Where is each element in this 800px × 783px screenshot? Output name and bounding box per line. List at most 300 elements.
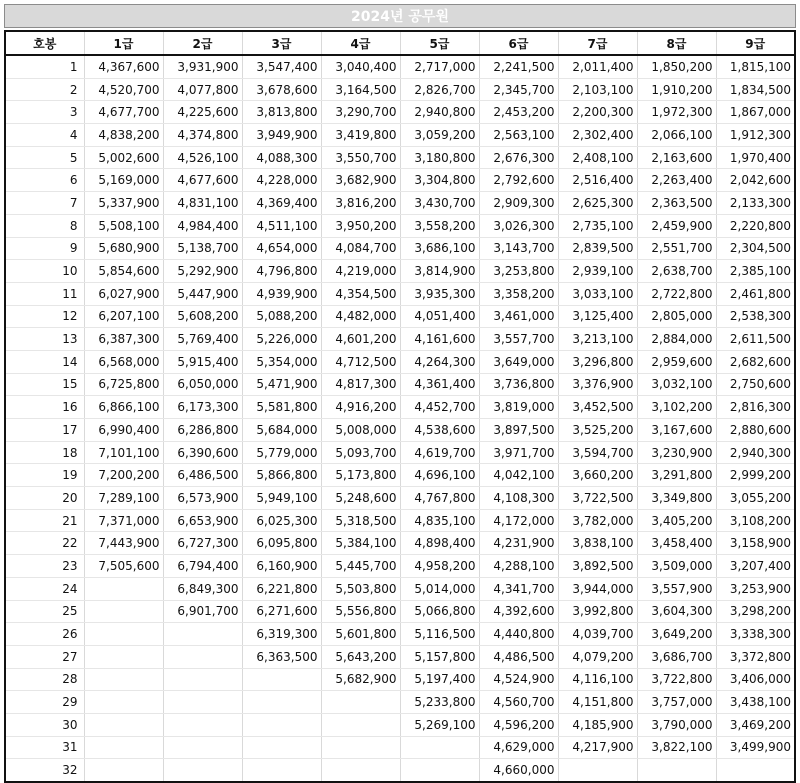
salary-cell <box>84 668 163 691</box>
salary-cell: 3,405,200 <box>637 509 716 532</box>
table-row <box>5 282 795 305</box>
salary-cell: 5,866,800 <box>242 464 321 487</box>
step-cell: 5 <box>5 146 84 169</box>
table-row <box>5 169 795 192</box>
salary-cell: 4,560,700 <box>479 691 558 714</box>
salary-cell: 3,550,700 <box>321 146 400 169</box>
salary-cell: 3,298,200 <box>716 600 795 623</box>
salary-cell: 4,654,000 <box>242 237 321 260</box>
salary-cell: 6,221,800 <box>242 577 321 600</box>
salary-cell: 5,556,800 <box>321 600 400 623</box>
salary-cell: 5,269,100 <box>400 713 479 736</box>
table-row <box>5 668 795 691</box>
salary-cell: 4,354,500 <box>321 282 400 305</box>
salary-cell: 4,361,400 <box>400 373 479 396</box>
salary-cell: 3,558,200 <box>400 214 479 237</box>
salary-cell: 5,445,700 <box>321 555 400 578</box>
salary-cell: 4,898,400 <box>400 532 479 555</box>
salary-cell: 2,722,800 <box>637 282 716 305</box>
salary-cell: 4,225,600 <box>163 101 242 124</box>
column-header-grade: 7급 <box>558 31 637 55</box>
salary-cell: 5,682,900 <box>321 668 400 691</box>
salary-cell: 3,944,000 <box>558 577 637 600</box>
step-cell: 26 <box>5 623 84 646</box>
salary-cell: 3,757,000 <box>637 691 716 714</box>
salary-cell: 3,678,600 <box>242 78 321 101</box>
salary-cell: 4,084,700 <box>321 237 400 260</box>
table-row <box>5 464 795 487</box>
salary-cell: 4,696,100 <box>400 464 479 487</box>
step-cell: 11 <box>5 282 84 305</box>
salary-cell: 4,538,600 <box>400 419 479 442</box>
column-header-grade: 5급 <box>400 31 479 55</box>
salary-cell: 4,440,800 <box>479 623 558 646</box>
salary-cell: 2,011,400 <box>558 55 637 78</box>
salary-cell: 5,581,800 <box>242 396 321 419</box>
salary-cell: 3,822,100 <box>637 736 716 759</box>
salary-cell <box>242 691 321 714</box>
salary-cell: 1,912,300 <box>716 124 795 147</box>
salary-cell: 3,892,500 <box>558 555 637 578</box>
step-cell: 7 <box>5 192 84 215</box>
salary-cell: 4,077,800 <box>163 78 242 101</box>
salary-cell: 3,338,300 <box>716 623 795 646</box>
salary-cell: 6,486,500 <box>163 464 242 487</box>
salary-cell: 3,557,900 <box>637 577 716 600</box>
salary-cell: 2,909,300 <box>479 192 558 215</box>
salary-cell: 1,867,000 <box>716 101 795 124</box>
table-row <box>5 350 795 373</box>
salary-cell: 3,213,100 <box>558 328 637 351</box>
salary-cell: 4,958,200 <box>400 555 479 578</box>
salary-cell: 4,677,700 <box>84 101 163 124</box>
table-row <box>5 532 795 555</box>
salary-cell: 6,866,100 <box>84 396 163 419</box>
salary-cell: 1,972,300 <box>637 101 716 124</box>
salary-cell: 5,684,000 <box>242 419 321 442</box>
column-header-grade: 6급 <box>479 31 558 55</box>
salary-cell: 5,093,700 <box>321 441 400 464</box>
salary-cell: 2,163,600 <box>637 146 716 169</box>
salary-cell: 2,133,300 <box>716 192 795 215</box>
salary-cell: 5,173,800 <box>321 464 400 487</box>
salary-cell: 5,138,700 <box>163 237 242 260</box>
salary-cell: 4,796,800 <box>242 260 321 283</box>
salary-cell: 6,727,300 <box>163 532 242 555</box>
salary-cell: 2,263,400 <box>637 169 716 192</box>
salary-cell: 5,769,400 <box>163 328 242 351</box>
step-cell: 16 <box>5 396 84 419</box>
salary-cell: 6,573,900 <box>163 487 242 510</box>
step-cell: 9 <box>5 237 84 260</box>
salary-cell: 5,854,600 <box>84 260 163 283</box>
salary-cell: 2,682,600 <box>716 350 795 373</box>
salary-cell: 5,116,500 <box>400 623 479 646</box>
salary-cell <box>321 691 400 714</box>
step-cell: 4 <box>5 124 84 147</box>
salary-cell: 4,369,400 <box>242 192 321 215</box>
salary-cell: 4,817,300 <box>321 373 400 396</box>
salary-cell: 4,939,900 <box>242 282 321 305</box>
salary-cell <box>321 713 400 736</box>
salary-cell: 5,779,000 <box>242 441 321 464</box>
table-row <box>5 577 795 600</box>
salary-cell: 2,940,800 <box>400 101 479 124</box>
salary-cell: 3,547,400 <box>242 55 321 78</box>
salary-cell: 2,363,500 <box>637 192 716 215</box>
salary-cell: 6,387,300 <box>84 328 163 351</box>
table-row <box>5 396 795 419</box>
salary-cell: 4,835,100 <box>400 509 479 532</box>
salary-cell: 5,169,000 <box>84 169 163 192</box>
salary-cell: 4,161,600 <box>400 328 479 351</box>
salary-cell: 4,601,200 <box>321 328 400 351</box>
salary-cell: 5,447,900 <box>163 282 242 305</box>
salary-cell: 3,291,800 <box>637 464 716 487</box>
salary-cell: 3,158,900 <box>716 532 795 555</box>
table-row <box>5 305 795 328</box>
salary-cell: 6,849,300 <box>163 577 242 600</box>
table-row <box>5 736 795 759</box>
salary-cell: 2,304,500 <box>716 237 795 260</box>
salary-cell <box>163 645 242 668</box>
salary-cell: 4,228,000 <box>242 169 321 192</box>
salary-cell: 2,676,300 <box>479 146 558 169</box>
salary-cell: 4,831,100 <box>163 192 242 215</box>
salary-cell: 4,039,700 <box>558 623 637 646</box>
salary-cell: 3,682,900 <box>321 169 400 192</box>
salary-cell: 3,452,500 <box>558 396 637 419</box>
salary-cell: 3,686,100 <box>400 237 479 260</box>
salary-cell: 2,385,100 <box>716 260 795 283</box>
salary-cell: 7,289,100 <box>84 487 163 510</box>
salary-cell: 3,230,900 <box>637 441 716 464</box>
salary-cell: 7,505,600 <box>84 555 163 578</box>
salary-cell: 4,712,500 <box>321 350 400 373</box>
salary-cell <box>163 759 242 782</box>
salary-cell: 6,319,300 <box>242 623 321 646</box>
step-cell: 12 <box>5 305 84 328</box>
salary-cell: 5,066,800 <box>400 600 479 623</box>
table-row <box>5 600 795 623</box>
salary-cell: 5,197,400 <box>400 668 479 691</box>
salary-cell <box>84 623 163 646</box>
table-row <box>5 713 795 736</box>
salary-cell: 3,819,000 <box>479 396 558 419</box>
salary-cell: 2,638,700 <box>637 260 716 283</box>
salary-cell: 3,372,800 <box>716 645 795 668</box>
salary-cell: 4,264,300 <box>400 350 479 373</box>
salary-cell: 6,173,300 <box>163 396 242 419</box>
salary-cell: 5,508,100 <box>84 214 163 237</box>
salary-cell: 3,992,800 <box>558 600 637 623</box>
salary-cell: 3,033,100 <box>558 282 637 305</box>
salary-cell: 7,200,200 <box>84 464 163 487</box>
salary-cell <box>400 736 479 759</box>
salary-cell: 6,027,900 <box>84 282 163 305</box>
salary-cell: 2,735,100 <box>558 214 637 237</box>
salary-cell <box>163 668 242 691</box>
salary-cell: 6,363,500 <box>242 645 321 668</box>
step-cell: 31 <box>5 736 84 759</box>
salary-cell: 3,931,900 <box>163 55 242 78</box>
salary-cell: 5,680,900 <box>84 237 163 260</box>
salary-cell: 3,814,900 <box>400 260 479 283</box>
step-cell: 13 <box>5 328 84 351</box>
step-cell: 25 <box>5 600 84 623</box>
salary-cell: 7,371,000 <box>84 509 163 532</box>
column-header-step: 호봉 <box>5 31 84 55</box>
salary-cell <box>84 577 163 600</box>
salary-cell: 3,897,500 <box>479 419 558 442</box>
salary-cell: 3,557,700 <box>479 328 558 351</box>
salary-cell: 5,157,800 <box>400 645 479 668</box>
salary-cell <box>84 759 163 782</box>
step-cell: 8 <box>5 214 84 237</box>
salary-cell: 4,629,000 <box>479 736 558 759</box>
salary-cell <box>84 600 163 623</box>
salary-cell: 2,805,000 <box>637 305 716 328</box>
salary-cell: 2,453,200 <box>479 101 558 124</box>
salary-cell: 1,850,200 <box>637 55 716 78</box>
table-row <box>5 441 795 464</box>
step-cell: 20 <box>5 487 84 510</box>
salary-cell: 2,200,300 <box>558 101 637 124</box>
salary-cell <box>163 713 242 736</box>
salary-cell: 4,374,800 <box>163 124 242 147</box>
salary-table <box>4 30 796 783</box>
salary-cell: 3,419,800 <box>321 124 400 147</box>
salary-cell: 3,253,900 <box>716 577 795 600</box>
salary-cell <box>242 736 321 759</box>
salary-cell: 2,999,200 <box>716 464 795 487</box>
salary-cell: 5,471,900 <box>242 373 321 396</box>
column-header-grade: 8급 <box>637 31 716 55</box>
salary-cell <box>84 713 163 736</box>
salary-cell: 3,207,400 <box>716 555 795 578</box>
salary-cell: 5,292,900 <box>163 260 242 283</box>
salary-cell: 6,725,800 <box>84 373 163 396</box>
table-row <box>5 419 795 442</box>
step-cell: 6 <box>5 169 84 192</box>
salary-cell: 2,066,100 <box>637 124 716 147</box>
salary-cell: 6,025,300 <box>242 509 321 532</box>
salary-cell: 4,524,900 <box>479 668 558 691</box>
step-cell: 1 <box>5 55 84 78</box>
salary-cell: 2,345,700 <box>479 78 558 101</box>
step-cell: 29 <box>5 691 84 714</box>
table-row <box>5 487 795 510</box>
salary-cell: 3,180,800 <box>400 146 479 169</box>
table-title: 2024년 공무원 <box>4 4 796 28</box>
salary-cell: 3,649,000 <box>479 350 558 373</box>
salary-cell: 5,226,000 <box>242 328 321 351</box>
salary-cell: 4,482,000 <box>321 305 400 328</box>
salary-cell: 3,469,200 <box>716 713 795 736</box>
column-header-grade: 2급 <box>163 31 242 55</box>
salary-cell: 3,304,800 <box>400 169 479 192</box>
salary-cell: 5,384,100 <box>321 532 400 555</box>
salary-cell: 3,143,700 <box>479 237 558 260</box>
salary-cell: 4,367,600 <box>84 55 163 78</box>
salary-cell: 4,526,100 <box>163 146 242 169</box>
salary-cell: 3,935,300 <box>400 282 479 305</box>
salary-cell: 2,241,500 <box>479 55 558 78</box>
salary-cell: 6,568,000 <box>84 350 163 373</box>
salary-cell: 5,915,400 <box>163 350 242 373</box>
step-cell: 24 <box>5 577 84 600</box>
salary-cell: 2,042,600 <box>716 169 795 192</box>
salary-cell: 3,290,700 <box>321 101 400 124</box>
salary-cell: 4,116,100 <box>558 668 637 691</box>
table-row <box>5 192 795 215</box>
salary-cell: 6,653,900 <box>163 509 242 532</box>
table-row <box>5 328 795 351</box>
salary-cell <box>163 691 242 714</box>
salary-cell: 3,525,200 <box>558 419 637 442</box>
salary-cell: 3,813,800 <box>242 101 321 124</box>
salary-cell: 2,461,800 <box>716 282 795 305</box>
salary-cell <box>242 713 321 736</box>
salary-cell: 4,185,900 <box>558 713 637 736</box>
column-header-grade: 3급 <box>242 31 321 55</box>
salary-cell: 6,271,600 <box>242 600 321 623</box>
salary-cell: 3,055,200 <box>716 487 795 510</box>
salary-cell: 2,717,000 <box>400 55 479 78</box>
salary-cell: 3,406,000 <box>716 668 795 691</box>
salary-cell <box>242 759 321 782</box>
salary-cell: 2,551,700 <box>637 237 716 260</box>
salary-cell: 2,959,600 <box>637 350 716 373</box>
salary-cell: 4,042,100 <box>479 464 558 487</box>
step-cell: 18 <box>5 441 84 464</box>
salary-cell: 2,880,600 <box>716 419 795 442</box>
salary-cell: 4,217,900 <box>558 736 637 759</box>
salary-cell: 2,750,600 <box>716 373 795 396</box>
salary-cell <box>400 759 479 782</box>
salary-cell: 4,486,500 <box>479 645 558 668</box>
salary-cell: 3,125,400 <box>558 305 637 328</box>
salary-cell: 3,604,300 <box>637 600 716 623</box>
step-cell: 2 <box>5 78 84 101</box>
salary-cell: 4,596,200 <box>479 713 558 736</box>
salary-cell: 3,782,000 <box>558 509 637 532</box>
salary-cell: 6,050,000 <box>163 373 242 396</box>
salary-cell: 2,826,700 <box>400 78 479 101</box>
table-row <box>5 55 795 78</box>
salary-cell: 5,002,600 <box>84 146 163 169</box>
table-row <box>5 146 795 169</box>
salary-cell: 4,088,300 <box>242 146 321 169</box>
salary-cell: 4,677,600 <box>163 169 242 192</box>
salary-cell: 4,151,800 <box>558 691 637 714</box>
salary-cell: 4,079,200 <box>558 645 637 668</box>
salary-cell: 2,103,100 <box>558 78 637 101</box>
step-cell: 19 <box>5 464 84 487</box>
salary-cell: 3,971,700 <box>479 441 558 464</box>
salary-cell: 4,511,100 <box>242 214 321 237</box>
salary-cell: 4,341,700 <box>479 577 558 600</box>
salary-cell: 3,358,200 <box>479 282 558 305</box>
salary-cell: 6,095,800 <box>242 532 321 555</box>
salary-cell: 3,594,700 <box>558 441 637 464</box>
salary-cell: 6,794,400 <box>163 555 242 578</box>
salary-cell <box>242 668 321 691</box>
salary-cell <box>163 736 242 759</box>
salary-cell <box>558 759 637 782</box>
table-row <box>5 555 795 578</box>
step-cell: 22 <box>5 532 84 555</box>
salary-cell <box>716 759 795 782</box>
salary-cell: 1,834,500 <box>716 78 795 101</box>
table-row <box>5 101 795 124</box>
salary-cell: 2,459,900 <box>637 214 716 237</box>
salary-cell: 3,026,300 <box>479 214 558 237</box>
salary-cell: 5,248,600 <box>321 487 400 510</box>
step-cell: 30 <box>5 713 84 736</box>
salary-cell: 5,643,200 <box>321 645 400 668</box>
salary-cell: 4,520,700 <box>84 78 163 101</box>
salary-cell: 6,160,900 <box>242 555 321 578</box>
salary-cell: 5,318,500 <box>321 509 400 532</box>
salary-cell: 3,376,900 <box>558 373 637 396</box>
table-row <box>5 509 795 532</box>
salary-cell: 2,611,500 <box>716 328 795 351</box>
salary-cell: 5,008,000 <box>321 419 400 442</box>
salary-cell: 4,231,900 <box>479 532 558 555</box>
salary-cell: 5,014,000 <box>400 577 479 600</box>
salary-cell <box>163 623 242 646</box>
salary-cell: 3,649,200 <box>637 623 716 646</box>
salary-cell: 2,792,600 <box>479 169 558 192</box>
salary-cell: 2,625,300 <box>558 192 637 215</box>
salary-cell: 3,032,100 <box>637 373 716 396</box>
salary-cell: 5,503,800 <box>321 577 400 600</box>
salary-cell: 4,392,600 <box>479 600 558 623</box>
table-row <box>5 237 795 260</box>
step-cell: 28 <box>5 668 84 691</box>
salary-cell <box>637 759 716 782</box>
salary-cell: 4,219,000 <box>321 260 400 283</box>
step-cell: 10 <box>5 260 84 283</box>
salary-cell: 2,939,100 <box>558 260 637 283</box>
salary-cell: 2,563,100 <box>479 124 558 147</box>
salary-cell: 3,660,200 <box>558 464 637 487</box>
salary-cell: 3,461,000 <box>479 305 558 328</box>
header-row <box>5 31 795 55</box>
salary-cell: 3,164,500 <box>321 78 400 101</box>
salary-cell: 3,102,200 <box>637 396 716 419</box>
salary-cell: 3,040,400 <box>321 55 400 78</box>
salary-cell: 2,816,300 <box>716 396 795 419</box>
salary-cell: 4,619,700 <box>400 441 479 464</box>
table-row <box>5 124 795 147</box>
table-row <box>5 214 795 237</box>
salary-cell <box>321 759 400 782</box>
step-cell: 27 <box>5 645 84 668</box>
salary-cell: 3,458,400 <box>637 532 716 555</box>
salary-cell: 3,722,800 <box>637 668 716 691</box>
salary-cell: 5,354,000 <box>242 350 321 373</box>
salary-cell <box>321 736 400 759</box>
salary-cell: 2,408,100 <box>558 146 637 169</box>
salary-cell: 2,839,500 <box>558 237 637 260</box>
salary-cell: 3,253,800 <box>479 260 558 283</box>
salary-cell: 5,337,900 <box>84 192 163 215</box>
salary-cell: 4,288,100 <box>479 555 558 578</box>
salary-cell: 3,838,100 <box>558 532 637 555</box>
table-row <box>5 623 795 646</box>
